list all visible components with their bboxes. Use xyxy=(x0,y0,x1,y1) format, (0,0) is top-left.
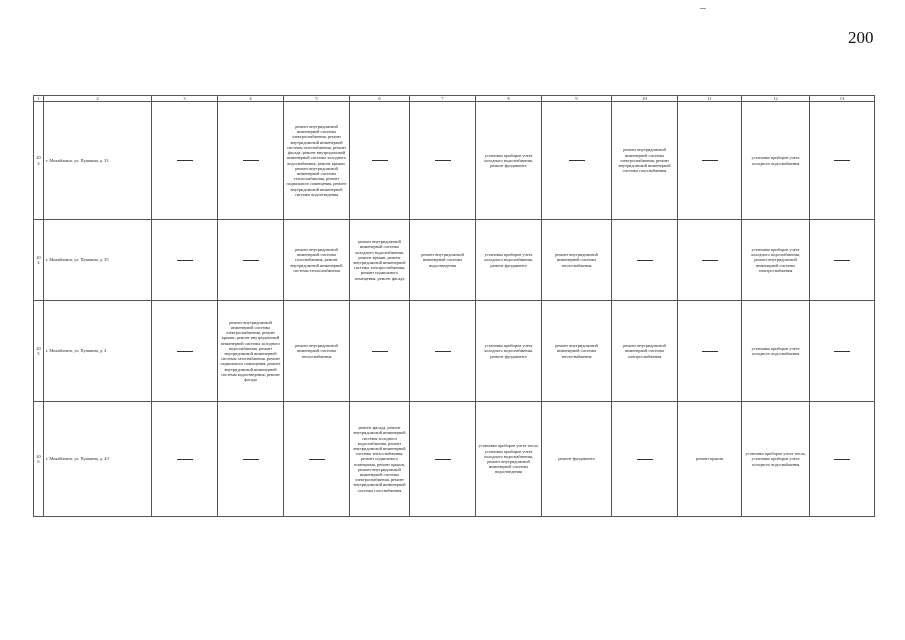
column-number: 5 xyxy=(284,96,350,102)
page-number: 200 xyxy=(848,28,874,47)
empty-dash xyxy=(834,260,850,261)
table-cell xyxy=(810,102,875,220)
empty-dash xyxy=(702,160,718,161)
table-cell xyxy=(810,220,875,301)
row-number: 203 xyxy=(34,102,44,220)
address-cell: г. Михайловск, ул. Пушкина, д. 4 xyxy=(44,301,152,402)
table-cell: установка приборов учета холодного водоснабжения, ремонт фундамента xyxy=(476,102,542,220)
table-cell xyxy=(350,301,410,402)
column-number: 8 xyxy=(476,96,542,102)
column-number: 9 xyxy=(542,96,612,102)
table-cell: ремонт внутридомовой инженерной системы электроснабжения, ремонт крыши, ремонт внутридомовой инженерной системы холодного водоснабжения, ремонт внутридомовой инженерной системы газоснабжения, ремонт подвального помещения, ремонт внутридомовой инженерной системы водоотведения, ремонт фасада xyxy=(218,301,284,402)
table-cell: ремонт фасада, ремонт внутридомовой инженерной системы холодного водоснабжения, ремонт внутридомовой инженерной системы теплоснабжения, ремонт подвального помещения, ремонт крыши, ремонт внутридомовой инженерной системы электроснабжения, ремонт внутридомовой инженерной системы газоснабжения xyxy=(350,402,410,517)
table-cell xyxy=(678,301,742,402)
address-cell: г. Михайловск, ул. Пушкина, д. 33 xyxy=(44,102,152,220)
column-number: 2 xyxy=(44,96,152,102)
empty-dash xyxy=(435,351,451,352)
empty-dash xyxy=(637,459,653,460)
scan-artifact xyxy=(700,8,706,9)
table-cell xyxy=(612,220,678,301)
table-cell xyxy=(410,102,476,220)
empty-dash xyxy=(177,260,193,261)
table-cell xyxy=(152,301,218,402)
row-number: 205 xyxy=(34,301,44,402)
table-cell: ремонт внутридомовой инженерной системы электроснабжения xyxy=(612,301,678,402)
address-cell: г. Михайловск, ул. Пушкина, д. 35 xyxy=(44,220,152,301)
column-number: 11 xyxy=(678,96,742,102)
empty-dash xyxy=(637,260,653,261)
table-cell: ремонт фундамента xyxy=(542,402,612,517)
column-number: 7 xyxy=(410,96,476,102)
empty-dash xyxy=(834,160,850,161)
table-row xyxy=(34,402,875,517)
empty-dash xyxy=(177,160,193,161)
empty-dash xyxy=(177,459,193,460)
table-cell xyxy=(810,402,875,517)
table-cell: установка приборов учета холодного водоснабжения, ремонт внутридомовой инженерной системы электроснабжения xyxy=(742,220,810,301)
empty-dash xyxy=(569,160,585,161)
table-cell: ремонт внутридомовой инженерной системы холодного водоснабжения, ремонт крыши, ремонт внутридомовой инженерной системы электроснабжения, ремонт подвального помещения, ремонт фасада xyxy=(350,220,410,301)
table-cell: установка приборов учета холодного водоснабжения, ремонт фундамента xyxy=(476,301,542,402)
table-cell xyxy=(410,301,476,402)
table-row xyxy=(34,220,875,301)
table-cell: установка приборов учета тепла, установка приборов учета холодного водоснабжения xyxy=(742,402,810,517)
table-row xyxy=(34,102,875,220)
table-cell xyxy=(152,402,218,517)
table-cell: ремонт внутридомовой инженерной системы теплоснабжения xyxy=(542,220,612,301)
table-cell xyxy=(218,220,284,301)
empty-dash xyxy=(702,260,718,261)
table-cell xyxy=(218,102,284,220)
table-cell xyxy=(542,102,612,220)
table-cell xyxy=(284,402,350,517)
empty-dash xyxy=(372,351,388,352)
column-number: 4 xyxy=(218,96,284,102)
column-number: 13 xyxy=(810,96,875,102)
table-cell: установка приборов учета холодного водоснабжения, ремонт фундамента xyxy=(476,220,542,301)
column-number: 12 xyxy=(742,96,810,102)
empty-dash xyxy=(243,160,259,161)
column-number: 10 xyxy=(612,96,678,102)
column-number: 1 xyxy=(34,96,44,102)
empty-dash xyxy=(309,459,325,460)
table-cell xyxy=(218,402,284,517)
table-cell: ремонт внутридомовой инженерной системы теплоснабжения xyxy=(542,301,612,402)
table-cell: установка приборов учета холодного водоснабжения xyxy=(742,301,810,402)
table-cell xyxy=(152,220,218,301)
empty-dash xyxy=(834,459,850,460)
table-row xyxy=(34,301,875,402)
table-cell: ремонт крыши xyxy=(678,402,742,517)
empty-dash xyxy=(243,260,259,261)
table-cell: ремонт внутридомовой инженерной системы электроснабжения, ремонт внутридомовой инженерной системы газоснабжения, ремонт фасада, ремонт внутридомовой инженерной системы холодного водоснабжения, ремонт крыши, ремонт внутридомовой инженерной системы теплоснабжения, ремонт подвального помещения, ремонт внутридомовой инженерной системы водоотведения xyxy=(284,102,350,220)
table-cell: ремонт внутридомовой инженерной системы водоотведения xyxy=(410,220,476,301)
empty-dash xyxy=(372,160,388,161)
empty-dash xyxy=(435,160,451,161)
row-number: 204 xyxy=(34,220,44,301)
empty-dash xyxy=(243,459,259,460)
table-cell: ремонт внутридомовой инженерной системы электроснабжения, ремонт внутридомовой инженерной системы газоснабжения xyxy=(612,102,678,220)
empty-dash xyxy=(435,459,451,460)
row-number: 206 xyxy=(34,402,44,517)
repair-schedule-table xyxy=(33,95,875,517)
empty-dash xyxy=(177,351,193,352)
column-number: 6 xyxy=(350,96,410,102)
table-cell xyxy=(612,402,678,517)
empty-dash xyxy=(702,351,718,352)
table-cell: установка приборов учета тепла, установка приборов учета холодного водоснабжения, ремонт внутридомовой инженерной системы водоотведения xyxy=(476,402,542,517)
address-cell: г. Михайловск, ул. Пушкина, д. 4/1 xyxy=(44,402,152,517)
table-cell xyxy=(678,102,742,220)
table-cell xyxy=(810,301,875,402)
column-number: 3 xyxy=(152,96,218,102)
table-cell: установка приборов учета холодного водоснабжения xyxy=(742,102,810,220)
empty-dash xyxy=(834,351,850,352)
table-cell: ремонт внутридомовой инженерной системы газоснабжения, ремонт внутридомовой инженерной системы теплоснабжения xyxy=(284,220,350,301)
table-cell xyxy=(152,102,218,220)
table-cell xyxy=(678,220,742,301)
table-cell xyxy=(350,102,410,220)
table-cell: ремонт внутридомовой инженерной системы теплоснабжения xyxy=(284,301,350,402)
table-cell xyxy=(410,402,476,517)
